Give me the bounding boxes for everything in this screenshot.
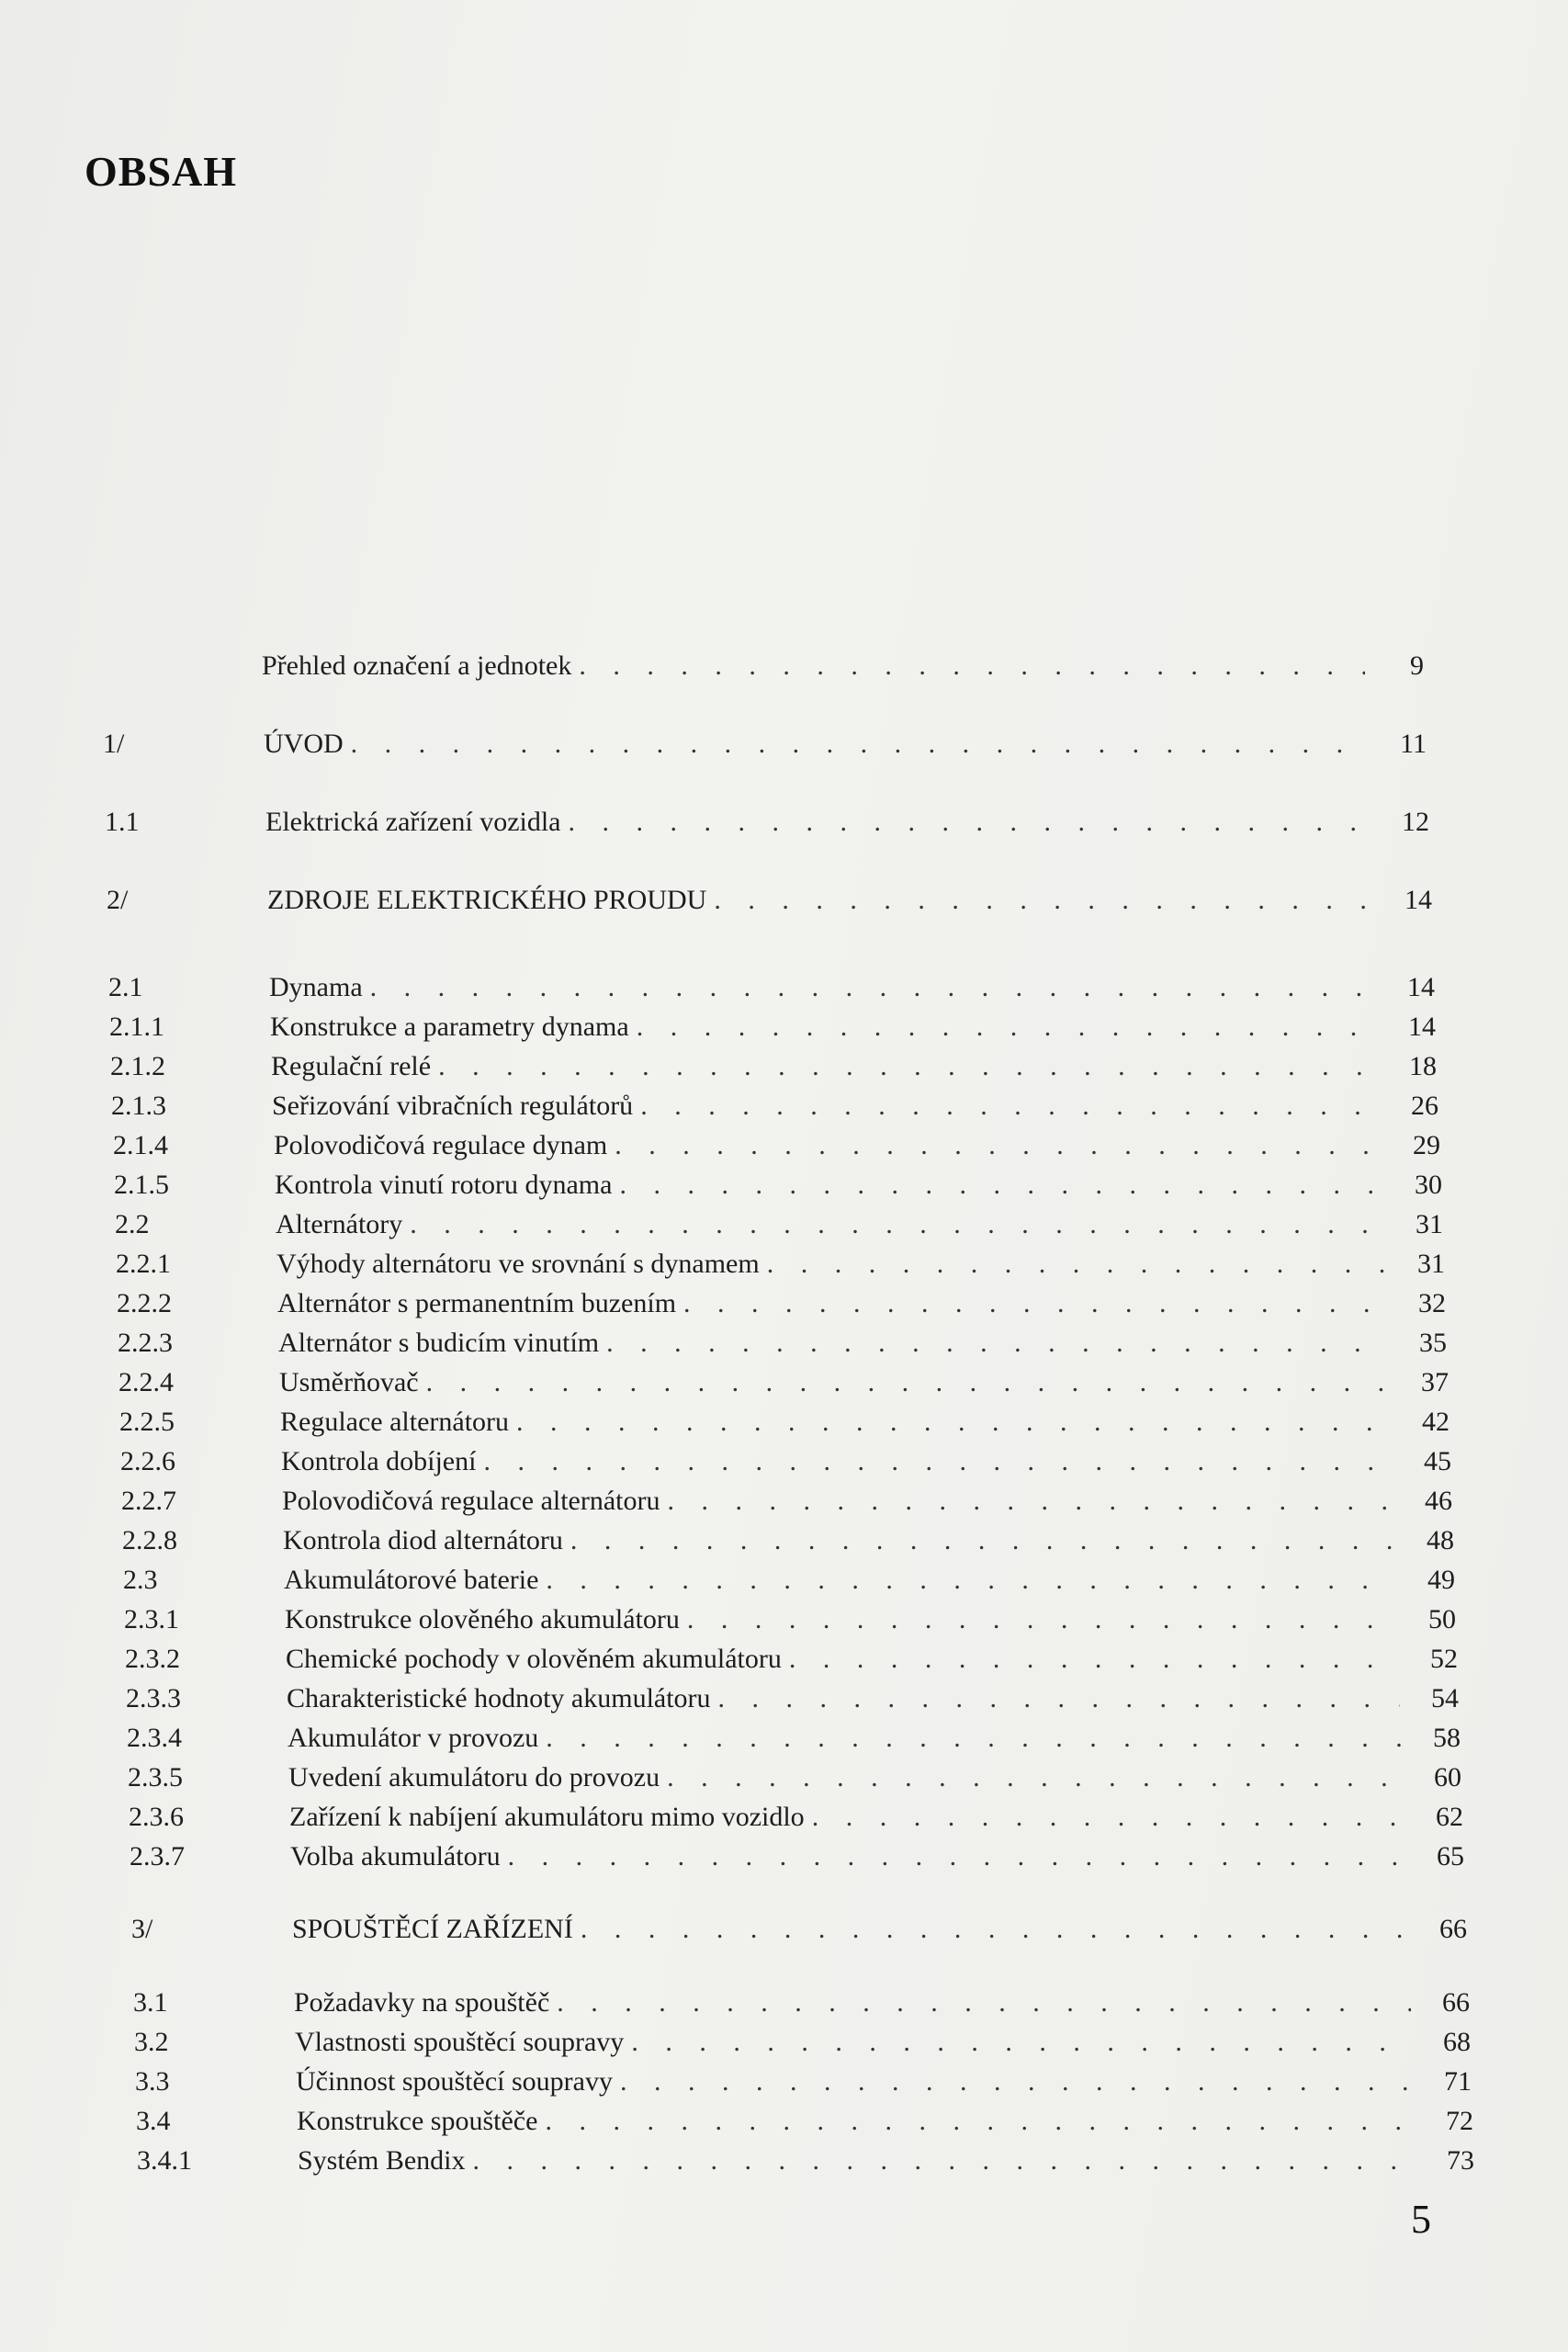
toc-leader-dots bbox=[370, 969, 1376, 1006]
toc-entry-page: 49 bbox=[1427, 1565, 1455, 1595]
toc-entry-number: 2.3.5 bbox=[128, 1762, 183, 1792]
toc-entry-title: Alternátor s permanentním buzením bbox=[277, 1288, 677, 1318]
toc-leader-dots bbox=[767, 1246, 1386, 1283]
toc-entry bbox=[118, 1364, 1449, 1401]
toc-entry-title: Uvedení akumulátoru do provozu bbox=[288, 1762, 660, 1792]
toc-entry bbox=[111, 1088, 1438, 1125]
toc-entry-number: 2.3.2 bbox=[125, 1644, 180, 1674]
toc-entry-page: 58 bbox=[1433, 1723, 1461, 1753]
toc-leader-dots bbox=[687, 1601, 1397, 1638]
toc-leader-dots bbox=[579, 648, 1365, 684]
toc-entry-page: 45 bbox=[1424, 1446, 1451, 1476]
toc-entry-page: 31 bbox=[1416, 1209, 1443, 1239]
toc-entry-number: 3.2 bbox=[134, 2027, 169, 2057]
toc-leader-dots bbox=[683, 1285, 1387, 1322]
toc-entry-number: 3/ bbox=[131, 1914, 153, 1944]
toc-leader-dots bbox=[569, 804, 1371, 841]
toc-leader-dots bbox=[667, 1759, 1403, 1796]
toc-entry-page: 50 bbox=[1428, 1604, 1456, 1634]
toc-entry-page: 42 bbox=[1422, 1407, 1450, 1437]
toc-leader-dots bbox=[812, 1799, 1404, 1836]
page-number: 5 bbox=[1411, 2197, 1431, 2242]
toc-leader-dots bbox=[545, 2103, 1415, 2140]
toc-leader-dots bbox=[606, 1325, 1388, 1362]
toc-entry bbox=[114, 1167, 1442, 1204]
toc-leader-dots bbox=[714, 882, 1373, 919]
toc-entry-page: 14 bbox=[1404, 885, 1432, 915]
toc-entry-page: 54 bbox=[1431, 1683, 1459, 1713]
toc-entry-number: 2.3 bbox=[123, 1565, 158, 1595]
toc-entry bbox=[108, 969, 1435, 1006]
toc-entry-number: 2.1.3 bbox=[111, 1091, 166, 1121]
toc-entry-number: 3.3 bbox=[135, 2066, 170, 2097]
toc-entry-number: 2.2.8 bbox=[122, 1525, 177, 1555]
toc-entry-title: Kontrola vinutí rotoru dynama bbox=[275, 1170, 613, 1200]
toc-leader-dots bbox=[410, 1206, 1384, 1243]
toc-entry bbox=[127, 1720, 1461, 1757]
toc-entry bbox=[109, 1009, 1436, 1046]
toc-entry-title: Chemické pochody v olověném akumulátoru bbox=[286, 1644, 782, 1674]
page-heading: OBSAH bbox=[85, 148, 238, 195]
toc-entry-title: SPOUŠTĚCÍ ZAŘÍZENÍ bbox=[292, 1914, 573, 1944]
toc-entry-number: 3.4.1 bbox=[137, 2145, 192, 2176]
toc-entry-title: Akumulátor v provozu bbox=[288, 1723, 539, 1753]
toc-entry bbox=[115, 1206, 1443, 1243]
toc-leader-dots bbox=[426, 1364, 1390, 1401]
toc-entry-title: Volba akumulátoru bbox=[290, 1841, 501, 1871]
toc-entry-title: Regulace alternátoru bbox=[280, 1407, 510, 1437]
toc-leader-dots bbox=[438, 1048, 1378, 1085]
toc-entry bbox=[130, 1838, 1464, 1875]
toc-leader-dots bbox=[557, 1984, 1411, 2021]
toc-entry bbox=[103, 726, 1427, 763]
toc-entry bbox=[117, 1285, 1446, 1322]
toc-entry bbox=[110, 1048, 1437, 1085]
toc-leader-dots bbox=[546, 1720, 1402, 1757]
toc-entry-number: 2.2.6 bbox=[120, 1446, 175, 1476]
toc-entry-page: 14 bbox=[1408, 1012, 1436, 1042]
toc-entry-number: 2/ bbox=[107, 885, 129, 915]
toc-entry-number: 1/ bbox=[103, 729, 125, 759]
toc-entry-page: 46 bbox=[1425, 1486, 1452, 1516]
toc-leader-dots bbox=[631, 2024, 1412, 2061]
toc-entry bbox=[124, 1601, 1456, 1638]
toc-entry-title: Konstrukce olověného akumulátoru bbox=[285, 1604, 680, 1634]
toc-leader-dots bbox=[640, 1088, 1380, 1125]
toc-leader-dots bbox=[637, 1009, 1377, 1046]
toc-entry-title: Polovodičová regulace dynam bbox=[274, 1130, 608, 1160]
toc-entry bbox=[135, 2064, 1472, 2100]
toc-entry-page: 18 bbox=[1409, 1051, 1437, 1081]
toc-entry-number: 2.2.3 bbox=[118, 1328, 173, 1358]
toc-entry-title: Seřizování vibračních regulátorů bbox=[272, 1091, 634, 1121]
toc-entry bbox=[121, 1483, 1452, 1520]
toc-entry bbox=[101, 648, 1424, 684]
toc-entry-number: 1.1 bbox=[105, 807, 140, 837]
toc-entry-number: 2.2 bbox=[115, 1209, 150, 1239]
toc-entry bbox=[129, 1799, 1463, 1836]
toc-entry-title: Alternátor s budicím vinutím bbox=[278, 1328, 600, 1358]
toc-entry-page: 66 bbox=[1442, 1987, 1470, 2018]
toc-entry-title: Akumulátorové baterie bbox=[284, 1565, 539, 1595]
toc-entry-page: 11 bbox=[1400, 729, 1427, 759]
toc-leader-dots bbox=[581, 1911, 1408, 1948]
toc-entry-title: Přehled označení a jednotek bbox=[262, 650, 572, 681]
toc-entry-number: 2.3.4 bbox=[127, 1723, 182, 1753]
toc-entry-number: 2.1.5 bbox=[114, 1170, 169, 1200]
toc-entry bbox=[122, 1522, 1454, 1559]
toc-entry-page: 65 bbox=[1437, 1841, 1464, 1871]
toc-leader-dots bbox=[483, 1443, 1393, 1480]
toc-entry-page: 60 bbox=[1434, 1762, 1461, 1792]
toc-entry-page: 14 bbox=[1407, 972, 1435, 1002]
toc-entry-number: 3.1 bbox=[133, 1987, 168, 2018]
toc-leader-dots bbox=[473, 2143, 1416, 2179]
toc-leader-dots bbox=[508, 1838, 1405, 1875]
toc-entry-number: 2.3.6 bbox=[129, 1802, 184, 1832]
toc-entry-number: 2.2.7 bbox=[121, 1486, 176, 1516]
toc-entry-page: 68 bbox=[1443, 2027, 1471, 2057]
toc-entry-title: Vlastnosti spouštěcí soupravy bbox=[295, 2027, 625, 2057]
toc-entry-title: ZDROJE ELEKTRICKÉHO PROUDU bbox=[267, 885, 707, 915]
toc-entry-title: Kontrola diod alternátoru bbox=[283, 1525, 563, 1555]
toc-entry bbox=[123, 1562, 1455, 1599]
toc-entry-number: 2.2.1 bbox=[116, 1249, 171, 1279]
toc-entry-number: 2.1.2 bbox=[110, 1051, 165, 1081]
toc-entry-title: Charakteristické hodnoty akumulátoru bbox=[287, 1683, 711, 1713]
toc-entry-number: 2.2.4 bbox=[118, 1367, 174, 1397]
toc-entry-page: 32 bbox=[1418, 1288, 1446, 1318]
toc-entry bbox=[134, 2024, 1471, 2061]
toc-entry-page: 71 bbox=[1444, 2066, 1472, 2097]
toc-entry-number: 2.3.3 bbox=[126, 1683, 181, 1713]
toc-entry-number: 2.1.4 bbox=[113, 1130, 168, 1160]
toc-entry-page: 62 bbox=[1436, 1802, 1463, 1832]
toc-leader-dots bbox=[615, 1127, 1382, 1164]
toc-entry-page: 66 bbox=[1439, 1914, 1467, 1944]
toc-entry bbox=[119, 1404, 1450, 1441]
toc-leader-dots bbox=[351, 726, 1368, 763]
toc-entry bbox=[120, 1443, 1451, 1480]
toc-entry-page: 73 bbox=[1447, 2145, 1474, 2176]
toc-leader-dots bbox=[619, 1167, 1383, 1204]
toc-entry bbox=[136, 2103, 1473, 2140]
toc-entry bbox=[126, 1680, 1459, 1717]
toc-entry-title: Kontrola dobíjení bbox=[281, 1446, 477, 1476]
toc-leader-dots bbox=[570, 1522, 1395, 1559]
toc-entry bbox=[118, 1325, 1447, 1362]
toc-entry-title: Výhody alternátoru ve srovnání s dynamem bbox=[276, 1249, 760, 1279]
toc-entry-number: 2.2.5 bbox=[119, 1407, 175, 1437]
toc-entry-number: 2.3.7 bbox=[130, 1841, 185, 1871]
toc-entry-title: Systém Bendix bbox=[298, 2145, 466, 2176]
toc-entry-page: 26 bbox=[1411, 1091, 1438, 1121]
toc-entry bbox=[133, 1984, 1470, 2021]
toc-entry-title: Konstrukce spouštěče bbox=[297, 2106, 538, 2136]
toc-entry-title: Účinnost spouštěcí soupravy bbox=[296, 2066, 613, 2097]
toc-entry-page: 12 bbox=[1402, 807, 1429, 837]
toc-entry-number: 3.4 bbox=[136, 2106, 171, 2136]
toc-entry bbox=[131, 1911, 1467, 1948]
toc-entry bbox=[113, 1127, 1440, 1164]
toc-entry-number: 2.1.1 bbox=[109, 1012, 164, 1042]
toc-entry-page: 72 bbox=[1446, 2106, 1473, 2136]
toc-leader-dots bbox=[668, 1483, 1393, 1520]
toc-entry bbox=[137, 2143, 1474, 2179]
toc-entry-title: Zařízení k nabíjení akumulátoru mimo vozidlo bbox=[289, 1802, 805, 1832]
toc-entry-number: 2.2.2 bbox=[117, 1288, 172, 1318]
toc-entry-page: 30 bbox=[1415, 1170, 1442, 1200]
toc-entry-page: 35 bbox=[1419, 1328, 1447, 1358]
toc-leader-dots bbox=[789, 1641, 1399, 1678]
toc-entry-title: Požadavky na spouštěč bbox=[294, 1987, 550, 2018]
toc-entry bbox=[125, 1641, 1458, 1678]
toc-leader-dots bbox=[620, 2064, 1413, 2100]
toc-entry-title: Dynama bbox=[269, 972, 363, 1002]
toc-entry-title: Elektrická zařízení vozidla bbox=[265, 807, 561, 837]
toc-entry-number: 2.1 bbox=[108, 972, 143, 1002]
toc-entry-page: 31 bbox=[1417, 1249, 1445, 1279]
toc-entry-title: ÚVOD bbox=[264, 729, 344, 759]
toc-entry-page: 29 bbox=[1413, 1130, 1440, 1160]
toc-entry-number: 2.3.1 bbox=[124, 1604, 179, 1634]
toc-entry bbox=[128, 1759, 1461, 1796]
toc-entry bbox=[105, 804, 1429, 841]
toc-entry-title: Konstrukce a parametry dynama bbox=[270, 1012, 629, 1042]
toc-entry-title: Regulační relé bbox=[271, 1051, 432, 1081]
toc-leader-dots bbox=[516, 1404, 1391, 1441]
toc-leader-dots bbox=[546, 1562, 1396, 1599]
toc-entry-title: Alternátory bbox=[276, 1209, 403, 1239]
toc-entry bbox=[116, 1246, 1445, 1283]
toc-entry-page: 48 bbox=[1427, 1525, 1454, 1555]
toc-entry-page: 37 bbox=[1421, 1367, 1449, 1397]
toc-entry-page: 9 bbox=[1410, 650, 1424, 681]
toc-entry bbox=[107, 882, 1432, 919]
toc-entry-page: 52 bbox=[1430, 1644, 1458, 1674]
toc-leader-dots bbox=[718, 1680, 1400, 1717]
toc-entry-title: Polovodičová regulace alternátoru bbox=[282, 1486, 660, 1516]
toc-entry-title: Usměrňovač bbox=[279, 1367, 419, 1397]
